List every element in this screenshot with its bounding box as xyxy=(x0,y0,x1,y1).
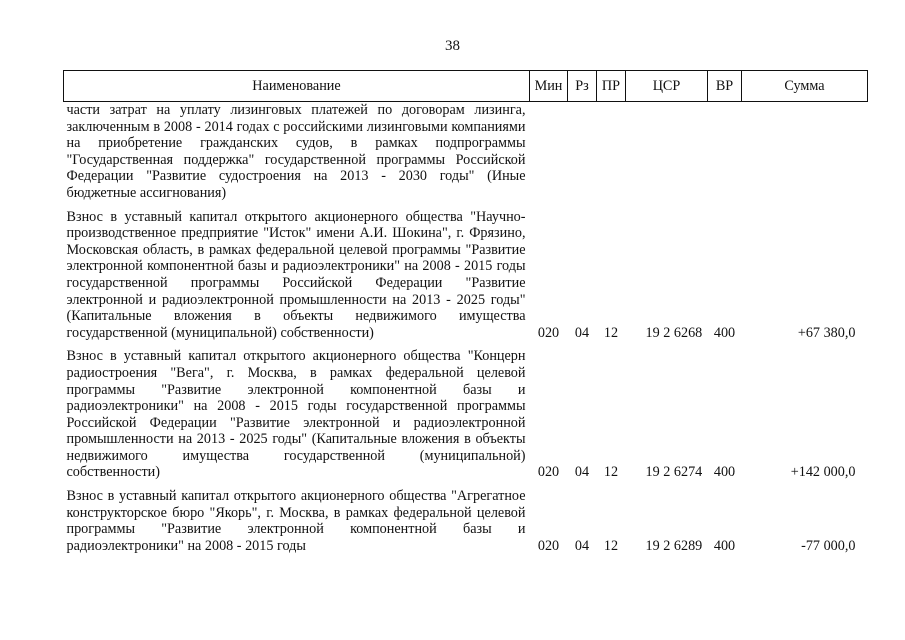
row-pr: 12 xyxy=(603,464,619,481)
table-row xyxy=(64,102,868,202)
header-name: Наименование xyxy=(64,71,530,102)
row-description: Взнос в уставный капитал открытого акционерного общества "Агрегатное конструкторское бюро "Якорь", г. Москва, в рамках федеральной целевой программы "Развитие электронной компонентной базы и радиоэлектроники" на 2008 - 2015 годы xyxy=(66,488,526,554)
row-vr: 400 xyxy=(713,537,736,554)
budget-table xyxy=(63,70,868,554)
row-csr: 19 2 6268 xyxy=(645,324,703,341)
row-rz: 04 xyxy=(574,537,590,554)
row-min xyxy=(530,102,568,202)
row-sum xyxy=(742,102,868,202)
header-sum: Сумма xyxy=(742,71,868,102)
row-description: Взнос в уставный капитал открытого акционерного общества "Концерн радиостроения "Вега", г. Москва, в рамках федеральной целевой программы "Развитие электронной компонентной базы и радиоэлектроники" на 2008 - 2015 годы государственной программы Российской Федерации "Развитие электронной и радиоэлектронной промышленности на 2013 - 2025 годы" (Капитальные вложения в объекты недвижимого имущества государственной (муниципальной) собственности) xyxy=(66,348,526,481)
row-pr: 12 xyxy=(603,537,619,554)
table-header-row xyxy=(64,71,868,102)
row-csr xyxy=(626,102,708,202)
table-row xyxy=(64,481,868,554)
header-vr: ВР xyxy=(708,71,742,102)
row-sum: +67 380,0 xyxy=(797,324,856,341)
row-rz: 04 xyxy=(574,464,590,481)
header-pr: ПР xyxy=(597,71,626,102)
row-rz xyxy=(568,102,597,202)
row-min: 020 xyxy=(537,464,560,481)
page-number: 38 xyxy=(445,38,460,54)
row-description: Взнос в уставный капитал открытого акционерного общества "Научно-производственное предприятие "Исток" имени А.И. Шокина", г. Фрязино, Московская область, в рамках федеральной целевой программы "Развитие электронной компонентной базы и радиоэлектроники" на 2008 - 2015 годы государственной программы Российской Федерации "Развитие электронной и радиоэлектронной промышленности на 2013 - 2025 годы" (Капитальные вложения в объекты недвижимого имущества государственной (муниципальной) собственности) xyxy=(66,208,526,341)
row-sum: -77 000,0 xyxy=(801,537,856,554)
row-rz: 04 xyxy=(574,324,590,341)
row-sum: +142 000,0 xyxy=(790,464,856,481)
header-rz: Рз xyxy=(568,71,597,102)
row-pr xyxy=(597,102,626,202)
row-csr: 19 2 6289 xyxy=(645,537,703,554)
table-row xyxy=(64,341,868,481)
row-pr: 12 xyxy=(603,324,619,341)
header-min: Мин xyxy=(530,71,568,102)
row-vr xyxy=(708,102,742,202)
row-csr: 19 2 6274 xyxy=(645,464,703,481)
table-row xyxy=(64,202,868,342)
row-vr: 400 xyxy=(713,464,736,481)
row-min: 020 xyxy=(537,324,560,341)
row-vr: 400 xyxy=(713,324,736,341)
header-csr: ЦСР xyxy=(626,71,708,102)
row-min: 020 xyxy=(537,537,560,554)
row-description: части затрат на уплату лизинговых платежей по договорам лизинга, заключенным в 2008 - 2014 годах с российскими лизинговыми компаниями на приобретение гражданских судов, в рамках подпрограммы "Государственная поддержка" государственной программы Российской Федерации "Развитие судостроения на 2013 - 2030 годы" (Иные бюджетные ассигнования) xyxy=(66,102,526,201)
